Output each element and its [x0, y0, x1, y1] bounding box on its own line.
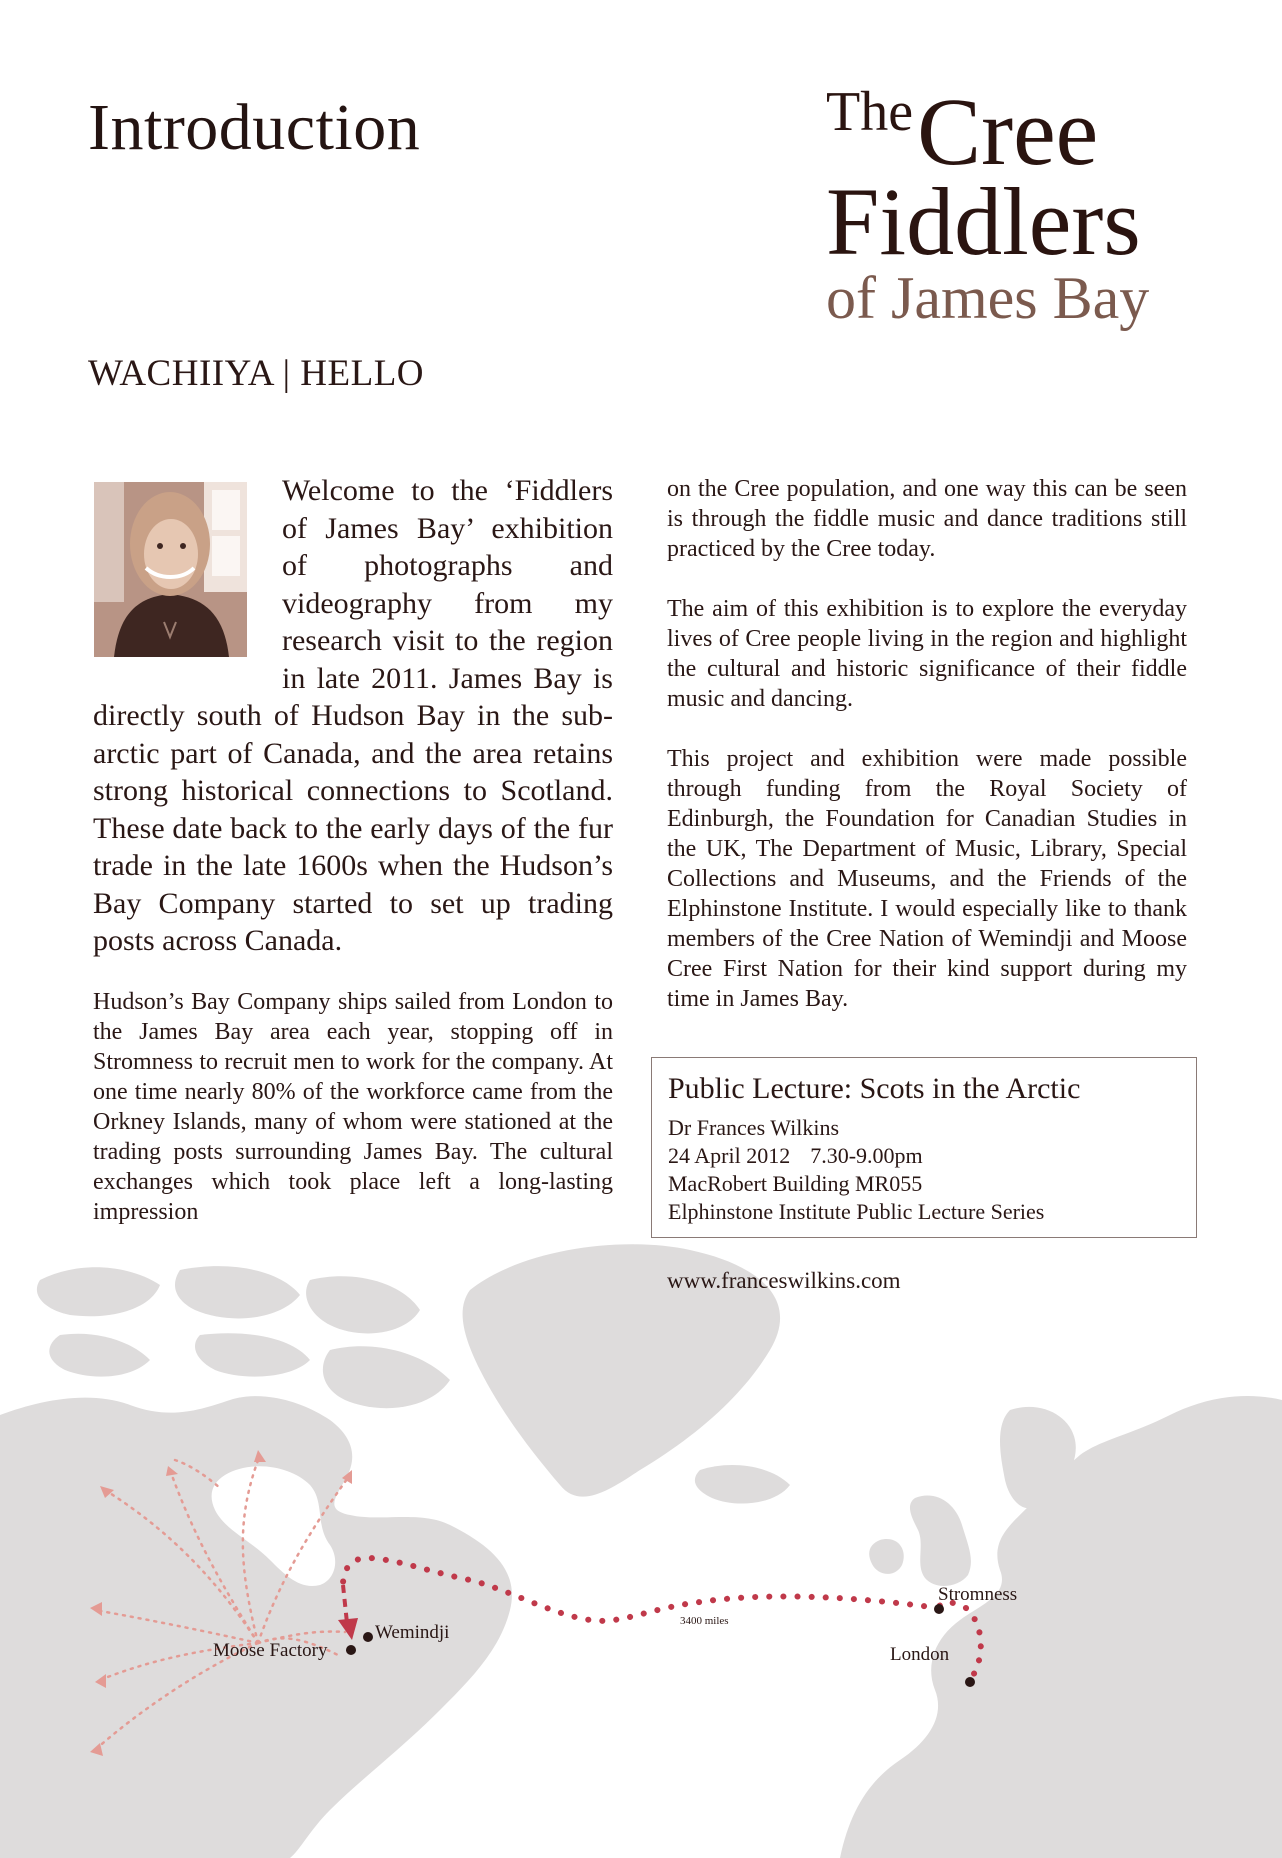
title-the: The [826, 81, 914, 143]
label-london: London [890, 1644, 950, 1665]
lecture-venue: MacRobert Building MR055 [668, 1171, 923, 1196]
lecture-date: 24 April 2012 [668, 1143, 791, 1168]
label-stromness: Stromness [938, 1584, 1018, 1605]
label-distance: 3400 miles [680, 1615, 729, 1627]
title-fiddlers: Fiddlers [826, 168, 1141, 275]
lecture-speaker: Dr Frances Wilkins [668, 1115, 840, 1140]
intro-paragraph: Welcome to the ‘Fiddlers of James Bay’ exhibition of photographs and videography from my research visit to the region in late 2011. James Bay is directly south of Hudson Bay in the sub-arctic part of Canada, and the area retains strong historical connections to Scotland. These date back to the early days of the fur trade in the late 1600s when the Hudson’s Bay Company started to set up trading posts across Canada. [93, 474, 613, 957]
world-map [0, 1240, 1282, 1858]
right-column [667, 474, 1187, 1044]
city-stromness [934, 1604, 944, 1614]
lecture-datetime [668, 1142, 1180, 1170]
history-paragraph: Hudson’s Bay Company ships sailed from London to the James Bay area each year, stopping off in Stromness to recruit men to work for the company. At one time nearly 80% of the workforce came from the Orkney Islands, many of whom were stationed at the trading posts surrounding James Bay. The cultural exchanges which took place left a long-lasting impression [93, 988, 613, 1225]
section-title: Introduction [88, 91, 421, 164]
exhibition-title [826, 78, 1150, 331]
lecture-time: 7.30-9.00pm [810, 1143, 923, 1168]
lecture-series: Elphinstone Institute Public Lecture Series [668, 1199, 1045, 1224]
title-cree: Cree [917, 78, 1099, 185]
label-wemindji: Wemindji [375, 1622, 450, 1643]
lecture-title: Public Lecture: Scots in the Arctic [668, 1072, 1081, 1105]
website-link[interactable]: www.franceswilkins.com [667, 1268, 901, 1293]
continued-paragraph: on the Cree population, and one way this can be seen is through the fiddle music and dance traditions still practiced by the Cree today. [667, 476, 1187, 562]
title-subtitle: of James Bay [826, 265, 1150, 331]
city-moose-factory [346, 1645, 356, 1655]
britain-shape [910, 1496, 971, 1586]
left-column [93, 472, 613, 1227]
acknowledgements-paragraph: This project and exhibition were made possible through funding from the Royal Society of Edinburgh, the Foundation for Canadian Studies in the UK, The Department of Music, Library, Special Collections and Museums, and the Friends of the Elphinstone Institute. I would especially like to thank members of the Cree Nation of Wemindji and Moose Cree First Nation for their kind support during my time in James Bay. [667, 746, 1187, 1012]
greeting-heading: WACHIIYA | HELLO [88, 353, 425, 394]
public-lecture-box [651, 1057, 1197, 1238]
label-moose-factory: Moose Factory [213, 1640, 328, 1661]
city-london [965, 1677, 975, 1687]
aim-paragraph: The aim of this exhibition is to explore the everyday lives of Cree people living in the region and highlight the cultural and historic significance of their fiddle music and dancing. [667, 596, 1187, 712]
city-wemindji [363, 1632, 373, 1642]
